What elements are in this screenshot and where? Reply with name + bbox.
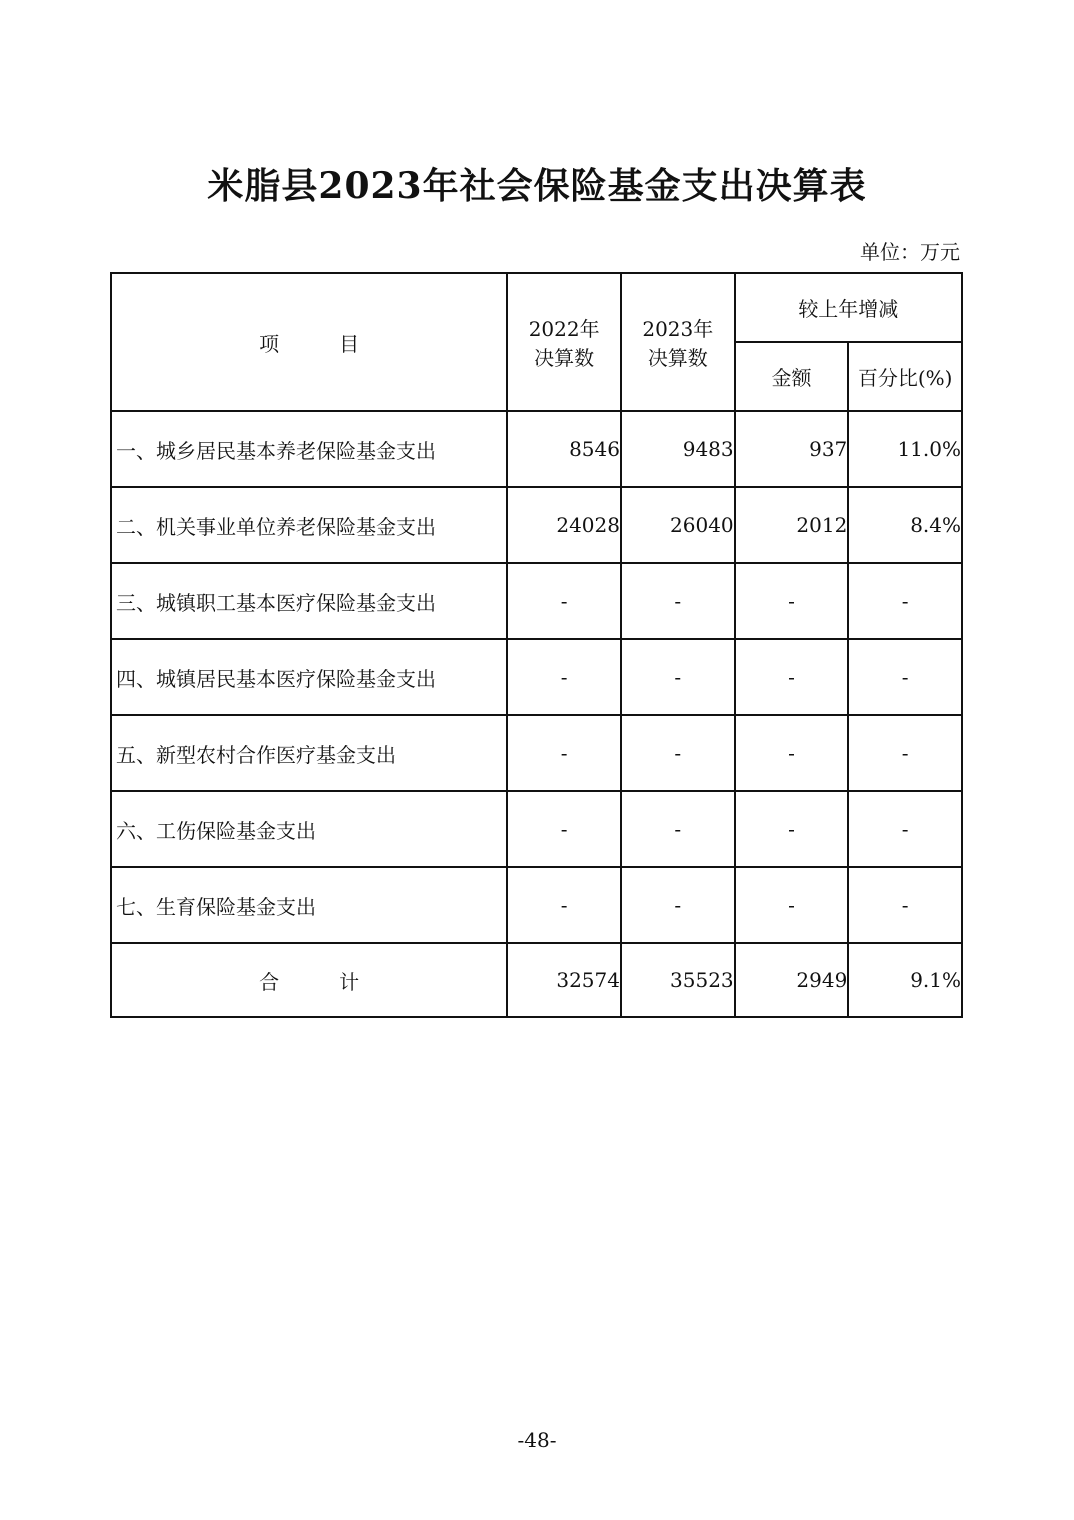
total-2023: 35523 [621,943,735,1017]
row-2023: - [621,791,735,867]
header-item-label: 项 目 [259,331,360,356]
header-amount: 金额 [735,342,849,411]
row-2022: - [507,791,621,867]
unit-label: 单位：万元 [860,240,960,264]
table-row [111,639,962,715]
row-2023: 9483 [621,411,735,487]
row-2023: - [621,563,735,639]
total-row [111,943,962,1017]
table-row [111,791,962,867]
table-row [111,487,962,563]
row-amount: 2012 [735,487,849,563]
table-row [111,867,962,943]
row-percent: - [848,715,962,791]
header-change: 较上年增减 [735,273,962,342]
row-2022: 8546 [507,411,621,487]
header-2023-year: 2023年 [642,317,714,341]
row-2022: 24028 [507,487,621,563]
table-row [111,715,962,791]
row-2022: - [507,715,621,791]
row-2022: - [507,563,621,639]
total-amount: 2949 [735,943,849,1017]
table-row [111,563,962,639]
row-amount: 937 [735,411,849,487]
row-2022: - [507,639,621,715]
row-2023: - [621,715,735,791]
row-2023: 26040 [621,487,735,563]
row-item: 三、城镇职工基本医疗保险基金支出 [111,563,507,639]
page-number: -48- [517,1428,557,1452]
table-row [111,411,962,487]
header-2022 [507,273,621,411]
row-amount: - [735,715,849,791]
row-percent: - [848,791,962,867]
row-item: 二、机关事业单位养老保险基金支出 [111,487,507,563]
row-amount: - [735,639,849,715]
row-item: 五、新型农村合作医疗基金支出 [111,715,507,791]
row-item: 一、城乡居民基本养老保险基金支出 [111,411,507,487]
header-2022-year: 2022年 [528,317,600,341]
row-item: 七、生育保险基金支出 [111,867,507,943]
row-amount: - [735,791,849,867]
row-percent: - [848,639,962,715]
row-percent: 11.0% [848,411,962,487]
row-amount: - [735,867,849,943]
header-2023 [621,273,735,411]
row-item: 四、城镇居民基本医疗保险基金支出 [111,639,507,715]
row-item: 六、工伤保险基金支出 [111,791,507,867]
row-percent: - [848,563,962,639]
header-2023-label: 决算数 [647,346,708,370]
row-2023: - [621,639,735,715]
page-title: 米脂县2023年社会保险基金支出决算表 [207,165,867,207]
total-percent: 9.1% [848,943,962,1017]
header-2022-label: 决算数 [534,346,595,370]
header-percent: 百分比(%) [848,342,962,411]
total-2022: 32574 [507,943,621,1017]
row-2023: - [621,867,735,943]
row-amount: - [735,563,849,639]
header-item [111,273,507,411]
row-percent: 8.4% [848,487,962,563]
total-label: 合 计 [111,943,507,1017]
row-2022: - [507,867,621,943]
fund-expenditure-table [110,272,963,1018]
row-percent: - [848,867,962,943]
